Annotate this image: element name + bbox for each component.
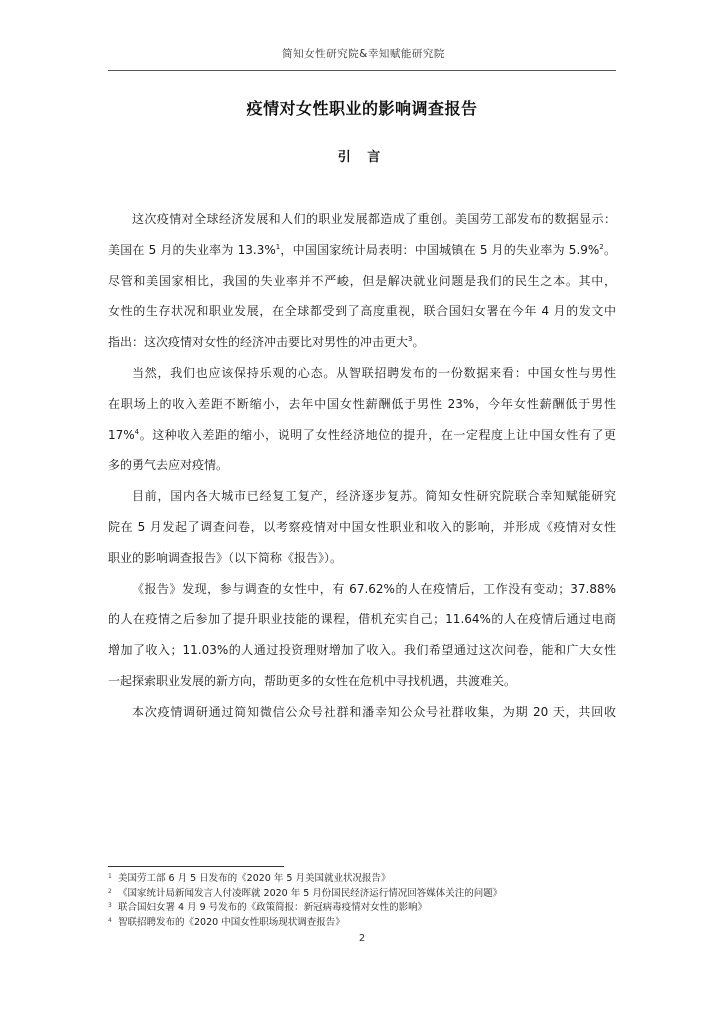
footnote-divider	[108, 866, 284, 867]
footnote-ref-4: 4	[134, 427, 140, 436]
paragraph-1-line-2: 美国在 5 月的失业率为 13.3%$^1$，中国国家统计局表明：中国城镇在 5 月的失业率为 5.9%$^2$。	[108, 242, 616, 257]
paragraph-2-line-2: 在职场上的收入差距不断缩小，去年中国女性薪酬低于男性 23%，今年女性薪酬低于男性	[108, 396, 616, 411]
paragraph-1-line-3: 尽管和美国家相比，我国的失业率并不严峻，但是解决就业问题是我们的民生之本。其中，	[108, 273, 616, 288]
paragraph-4-line-4: 一起探索职业发展的新方向，帮助更多的女性在危机中寻找机遇，共渡难关。	[108, 673, 517, 688]
body-text	[108, 204, 616, 728]
paragraph-1-line-4: 女性的生存状况和职业发展，在全球都受到了高度重视，联合国妇女署在今年 4 月的发文中	[108, 304, 616, 319]
section-heading: 引 言	[337, 150, 387, 165]
paragraph-3-line-2: 院在 5 月发起了调查问卷，以考察疫情对中国女性职业和收入的影响，并形成《疫情对女性	[108, 519, 616, 534]
page-number: 2	[358, 933, 366, 944]
running-header: 简知女性研究院&幸知赋能研究院	[282, 48, 445, 60]
paragraph-2-line-1: 当然，我们也应该保持乐观的心态。从智联招聘发布的一份数据来看：中国女性与男性	[132, 365, 616, 380]
paragraph-2-line-4: 多的勇气去应对疫情。	[108, 458, 229, 473]
paragraph-4-line-2: 的人在疫情之后参加了提升职业技能的课程，借机充实自己；11.64%的人在疫情后通过电商	[108, 612, 616, 627]
paragraph-4-line-3: 增加了收入；11.03%的人通过投资理财增加了收入。我们希望通过这次问卷，能和广大女性	[108, 643, 616, 658]
paragraph-3-line-1: 目前，国内各大城市已经复工复产，经济逐步复苏。简知女性研究院联合幸知赋能研究	[132, 489, 616, 504]
paragraph-5-line-1: 本次疫情调研通过简知微信公众号社群和潘幸知公众号社群收集，为期 20 天，共回收	[132, 704, 616, 719]
header-divider	[108, 70, 616, 71]
paragraph-2-line-3: 17%$^4$。这种收入差距的缩小，说明了女性经济地位的提升，在一定程度上让中国女性有了更	[108, 427, 616, 442]
footnote-ref-2: 2	[599, 242, 604, 251]
footnote-ref-1: 1	[275, 242, 281, 251]
footnote-2: 2 《国家统计局新闻发言人付凌晖就 2020 年 5 月份国民经济运行情况回答媒体关注的问题》	[108, 887, 503, 899]
footnote-3: 3 联合国妇女署 4 月 9 号发布的《政策简报：新冠病毒疫情对女性的影响》	[108, 902, 428, 913]
footnote-4: 4 智联招聘发布的《2020 中国女性职场现状调查报告》	[108, 916, 345, 928]
paragraph-1-line-1: 这次疫情对全球经济发展和人们的职业发展都造成了重创。美国劳工部发布的数据显示：	[132, 212, 616, 226]
footnote-1: 1 美国劳工部 6 月 5 日发布的《2020 年 5 月美国就业状况报告》	[108, 873, 391, 884]
document-title: 疫情对女性职业的影响调查报告	[246, 99, 478, 118]
footnote-ref-3: 3	[408, 335, 413, 344]
paragraph-1-line-5: 指出：这次疫情对女性的经济冲击要比对男性的冲击更大$^3$。	[108, 335, 425, 350]
footnotes	[108, 872, 616, 930]
paragraph-4-line-1: 《报告》发现，参与调查的女性中，有 67.62%的人在疫情后，工作没有变动；37.88%	[132, 581, 616, 596]
paragraph-3-line-3: 职业的影响调查报告》（以下简称《报告》）。	[108, 550, 343, 565]
